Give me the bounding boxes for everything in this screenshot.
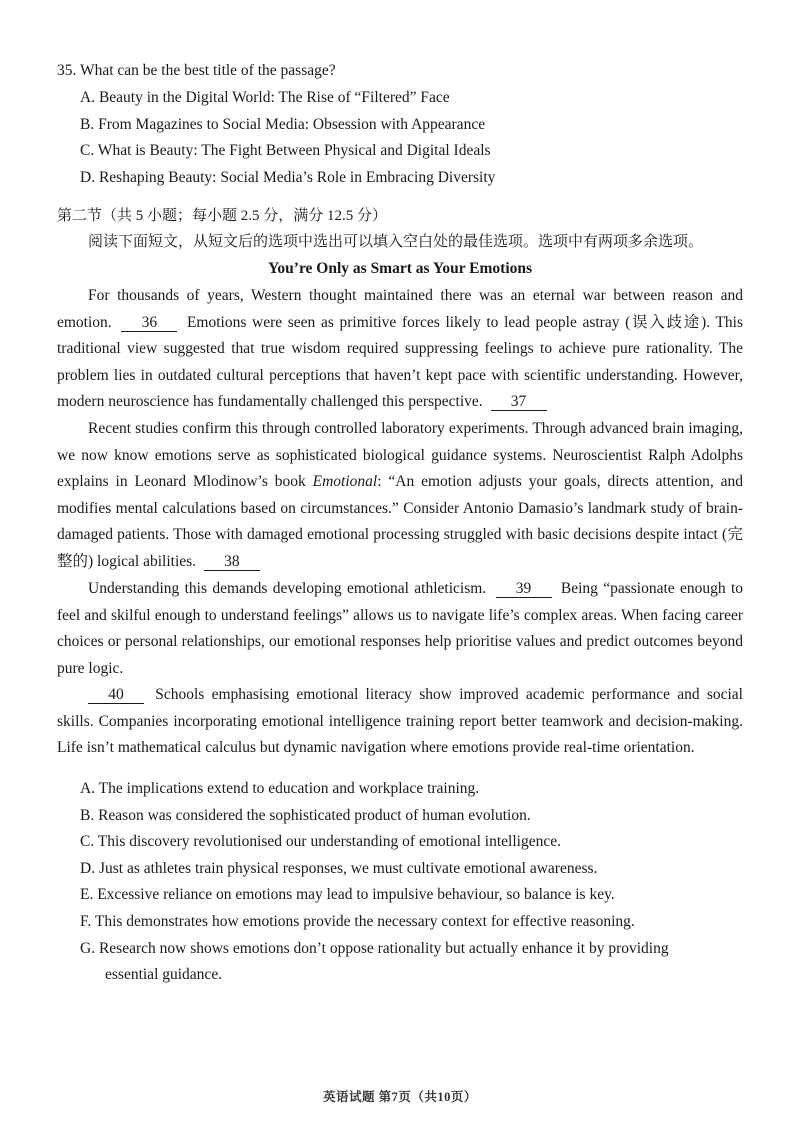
choice-d: D. Just as athletes train physical responses, we must cultivate emotional awareness. [80,859,598,877]
section-instruction: 阅读下面短文，从短文后的选项中选出可以填入空白处的最佳选项。选项中有两项多余选项。 [88,234,704,250]
blank-39: 39 [496,580,552,598]
passage-paragraph-3 [57,576,743,682]
blank-36: 36 [121,314,177,332]
blank-38: 38 [204,553,260,571]
choice-f: F. This demonstrates how emotions provide the necessary context for effective reasoning. [80,912,635,930]
question-35-option-d: D. Reshaping Beauty: Social Media’s Role in Embracing Diversity [80,169,496,186]
blank-40: 40 [88,686,144,704]
paragraph-text: Understanding this demands developing emotional athleticism. [88,580,487,597]
paragraph-text: Emotions were seen as primitive forces likely to lead people astray (误入歧途). This traditional view suggested that true wisdom required suppressing feelings to achieve pure rationality. The problem lies in outdated cultural perceptions that haven’t kept pace with scientific understanding. However, modern neuroscience has fundamentally challenged this perspective. [57,313,744,411]
passage-paragraph-2 [57,416,743,576]
answer-choices [80,776,720,989]
choice-b: B. Reason was considered the sophisticated product of human evolution. [80,806,531,824]
passage-paragraph-4 [57,682,743,762]
blank-37: 37 [491,393,547,411]
paragraph-text: Schools emphasising emotional literacy show improved academic performance and social skills. Companies incorporating emotional intelligence training report better teamwork and decision-making. Life isn’t mathematical calculus but dynamic navigation where emotions provide real-time orientation. [57,686,743,757]
passage-title: You’re Only as Smart as Your Emotions [267,260,533,277]
book-title: Emotional [312,473,378,491]
choice-c: C. This discovery revolutionised our understanding of emotional intelligence. [80,833,561,851]
choice-a: A. The implications extend to education and workplace training. [80,780,480,797]
passage-paragraph-1 [57,283,743,416]
paragraph-text: Recent studies confirm this through controlled laboratory experiments. Through advanced brain imaging, we now know emotions serve as sophisticated biological guidance systems. Neuroscientist Ralph Adolphs explains in Leonard Mlodinow’s book [57,420,743,491]
choice-e: E. Excessive reliance on emotions may lead to impulsive behaviour, so balance is key. [80,886,615,904]
paragraph-text: Being “passionate enough to feel and skilful enough to understand feelings” allows us to navigate life’s complex areas. When facing career choices or personal relationships, our emotional responses help prioritise values and predict outcomes beyond pure logic. [57,580,744,677]
question-35-option-a: A. Beauty in the Digital World: The Rise of “Filtered” Face [80,89,450,106]
section-heading: 第二节（共 5 小题；每小题 2.5 分，满分 12.5 分） [57,208,388,224]
paragraph-text: For thousands of years, Western thought maintained there was an eternal war between reason and emotion. [57,287,743,331]
question-35-stem: 35. What can be the best title of the passage? [57,62,336,79]
question-35-option-b: B. From Magazines to Social Media: Obsession with Appearance [80,116,486,133]
paragraph-text: : “An emotion adjusts your goals, directs attention, and modifies mental calculations based on circumstances.” Consider Antonio Damasio’s landmark study of brain-damaged patients. Those with damaged emotional processing struggled with basic decisions despite intact (完整的) logical abilities. [57,473,744,570]
question-35-option-c: C. What is Beauty: The Fight Between Physical and Digital Ideals [80,142,491,159]
page-footer: 英语试题 第7页（共10页） [323,1090,477,1104]
choice-g: G. Research now shows emotions don’t oppose rationality but actually enhance it by providing essential guidance. [80,939,669,984]
